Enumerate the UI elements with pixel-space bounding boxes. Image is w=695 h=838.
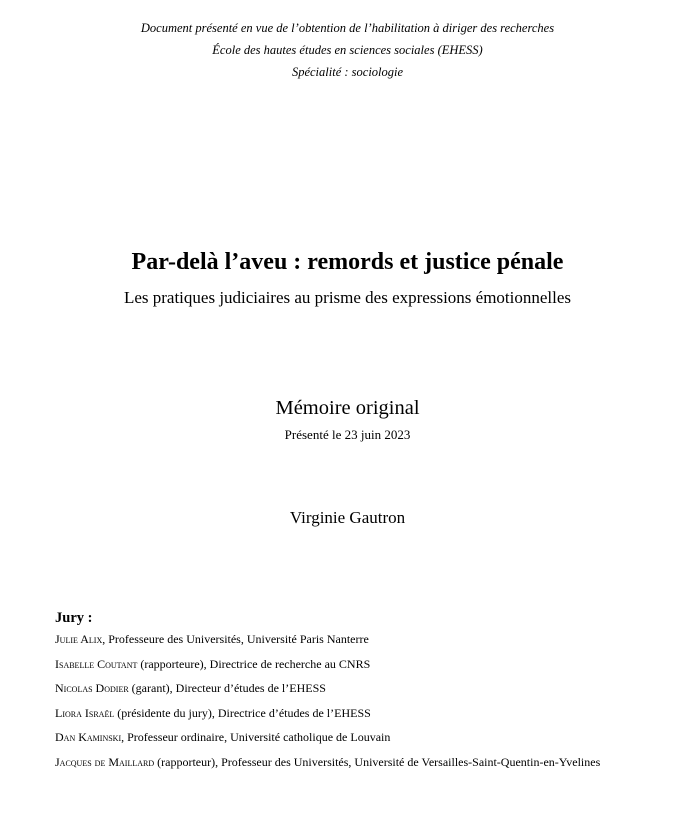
jury-member-name: Liora Israël bbox=[55, 705, 115, 720]
jury-member-name: Jacques de Maillard bbox=[55, 754, 155, 769]
presentation-date: Présenté le 23 juin 2023 bbox=[284, 427, 411, 442]
jury-member bbox=[55, 755, 655, 770]
jury-member bbox=[55, 657, 655, 672]
jury-member-name: Isabelle Coutant bbox=[55, 656, 138, 671]
jury-member-details: (présidente du jury), Directrice d’études de l’EHESS bbox=[114, 705, 371, 720]
jury-member bbox=[55, 681, 655, 696]
header-line-institution: École des hautes études en sciences sociales (EHESS) bbox=[212, 43, 483, 57]
document-header bbox=[0, 17, 695, 83]
jury-member-name: Julie Alix bbox=[55, 632, 103, 646]
jury-member-details: , Professeure des Universités, Université Paris Nanterre bbox=[102, 632, 369, 646]
jury-member bbox=[55, 706, 655, 721]
author-name: Virginie Gautron bbox=[289, 508, 406, 527]
jury-section bbox=[55, 608, 655, 779]
header-line-habilitation: Document présenté en vue de l’obtention de l’habilitation à diriger des recherches bbox=[140, 21, 555, 35]
jury-list bbox=[55, 632, 655, 770]
jury-member-details: (rapporteur), Professeur des Universités, Université de Versailles-Saint-Quentin-en-Yvelines bbox=[154, 754, 601, 769]
header-line-specialty: Spécialité : sociologie bbox=[291, 65, 404, 79]
document-subtitle: Les pratiques judiciaires au prisme des expressions émotionnelles bbox=[123, 288, 572, 307]
document-title: Par-delà l’aveu : remords et justice pénale bbox=[131, 249, 564, 275]
jury-member-details: , Professeur ordinaire, Université catholique de Louvain bbox=[121, 730, 391, 744]
jury-member-name: Nicolas Dodier bbox=[55, 681, 129, 695]
jury-member-details: (garant), Directeur d’études de l’EHESS bbox=[128, 681, 326, 695]
jury-member bbox=[55, 730, 655, 745]
jury-heading: Jury : bbox=[55, 610, 93, 626]
jury-member bbox=[55, 632, 655, 647]
jury-member-name: Dan Kaminski bbox=[55, 730, 122, 744]
document-type: Mémoire original bbox=[275, 397, 420, 419]
jury-member-details: (rapporteure), Directrice de recherche au CNRS bbox=[137, 656, 371, 671]
